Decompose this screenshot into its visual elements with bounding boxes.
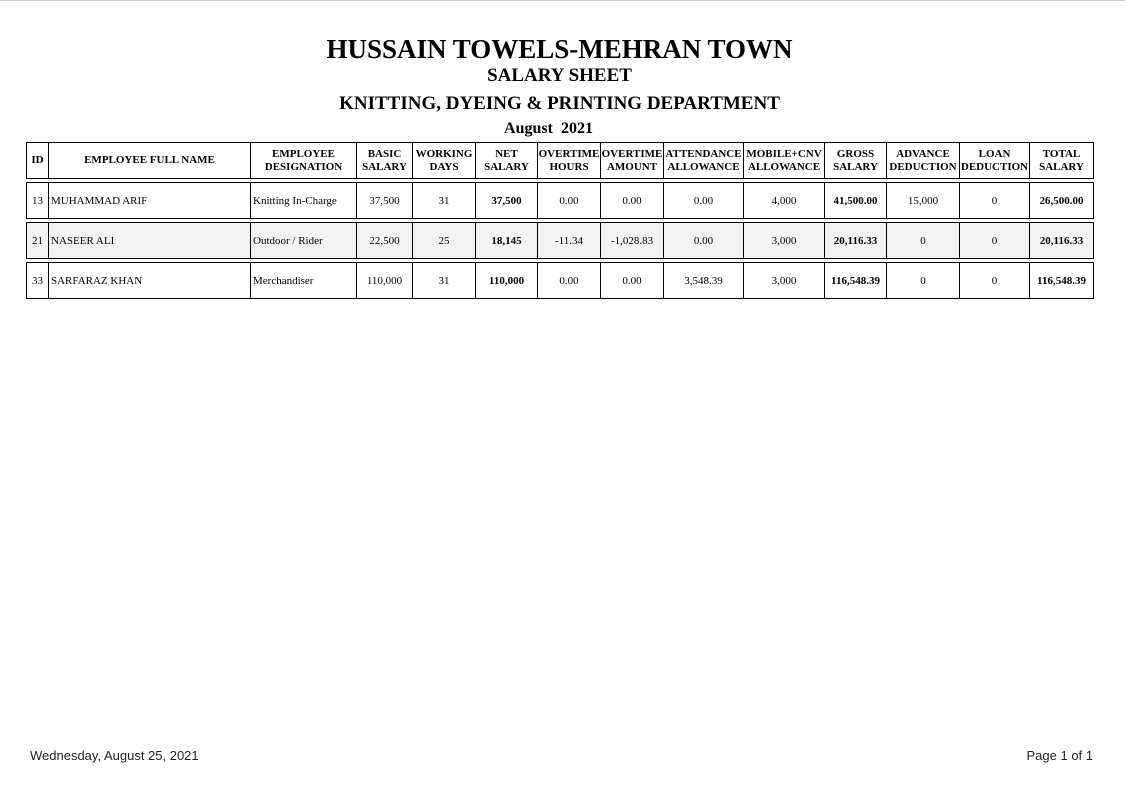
page-top-border: [0, 0, 1125, 1]
cell-net-salary: 110,000: [476, 263, 538, 299]
cell-advance-deduction: 15,000: [887, 183, 960, 219]
cell-total-salary: 26,500.00: [1030, 183, 1094, 219]
cell-basic-salary: 37,500: [357, 183, 413, 219]
cell-gross-salary: 20,116.33: [825, 223, 887, 259]
col-id-header: ID: [27, 143, 49, 179]
cell-attendance-allowance: 3,548.39: [664, 263, 744, 299]
col-basic-header: BASIC SALARY: [357, 143, 413, 179]
cell-overtime-amount: 0.00: [601, 263, 664, 299]
report-title: SALARY SHEET: [487, 65, 632, 86]
cell-name: NASEER ALI: [49, 223, 251, 259]
col-loan-header: LOAN DEDUCTION: [960, 143, 1030, 179]
cell-loan-deduction: 0: [960, 263, 1030, 299]
cell-gross-salary: 41,500.00: [825, 183, 887, 219]
cell-mobile-allowance: 3,000: [744, 263, 825, 299]
col-advance-header: ADVANCE DEDUCTION: [887, 143, 960, 179]
cell-overtime-amount: -1,028.83: [601, 223, 664, 259]
cell-mobile-allowance: 3,000: [744, 223, 825, 259]
cell-loan-deduction: 0: [960, 223, 1030, 259]
report-period: August 2021: [504, 120, 593, 137]
cell-mobile-allowance: 4,000: [744, 183, 825, 219]
table-row: [26, 182, 1094, 219]
cell-working-days: 31: [413, 183, 476, 219]
col-name-header: EMPLOYEE FULL NAME: [49, 143, 251, 179]
page-number: Page 1 of 1: [1026, 748, 1093, 763]
company-name: HUSSAIN TOWELS-MEHRAN TOWN: [326, 34, 793, 64]
col-ot-hours-header: OVERTIME HOURS: [538, 143, 601, 179]
col-days-header: WORKING DAYS: [413, 143, 476, 179]
cell-working-days: 31: [413, 263, 476, 299]
cell-name: MUHAMMAD ARIF: [49, 183, 251, 219]
cell-attendance-allowance: 0.00: [664, 223, 744, 259]
cell-id: 21: [27, 223, 49, 259]
cell-gross-salary: 116,548.39: [825, 263, 887, 299]
cell-working-days: 25: [413, 223, 476, 259]
cell-advance-deduction: 0: [887, 223, 960, 259]
col-net-header: NET SALARY: [476, 143, 538, 179]
column-header-table: [26, 142, 1094, 179]
table-row: [26, 222, 1094, 259]
col-designation-header: EMPLOYEE DESIGNATION: [251, 143, 357, 179]
col-ot-amount-header: OVERTIME AMOUNT: [601, 143, 664, 179]
col-total-header: TOTAL SALARY: [1030, 143, 1094, 179]
cell-net-salary: 18,145: [476, 223, 538, 259]
cell-id: 33: [27, 263, 49, 299]
cell-designation: Merchandiser: [251, 263, 357, 299]
cell-overtime-hours: -11.34: [538, 223, 601, 259]
cell-attendance-allowance: 0.00: [664, 183, 744, 219]
department-name: KNITTING, DYEING & PRINTING DEPARTMENT: [339, 93, 780, 114]
cell-overtime-amount: 0.00: [601, 183, 664, 219]
cell-total-salary: 20,116.33: [1030, 223, 1094, 259]
col-mobile-header: MOBILE+CNV ALLOWANCE: [744, 143, 825, 179]
cell-advance-deduction: 0: [887, 263, 960, 299]
cell-loan-deduction: 0: [960, 183, 1030, 219]
cell-total-salary: 116,548.39: [1030, 263, 1094, 299]
cell-basic-salary: 110,000: [357, 263, 413, 299]
cell-overtime-hours: 0.00: [538, 183, 601, 219]
cell-net-salary: 37,500: [476, 183, 538, 219]
cell-id: 13: [27, 183, 49, 219]
cell-basic-salary: 22,500: [357, 223, 413, 259]
cell-designation: Knitting In-Charge: [251, 183, 357, 219]
table-row: [26, 262, 1094, 299]
cell-overtime-hours: 0.00: [538, 263, 601, 299]
cell-name: SARFARAZ KHAN: [49, 263, 251, 299]
col-gross-header: GROSS SALARY: [825, 143, 887, 179]
print-date: Wednesday, August 25, 2021: [30, 748, 199, 763]
col-attendance-header: ATTENDANCE ALLOWANCE: [664, 143, 744, 179]
cell-designation: Outdoor / Rider: [251, 223, 357, 259]
